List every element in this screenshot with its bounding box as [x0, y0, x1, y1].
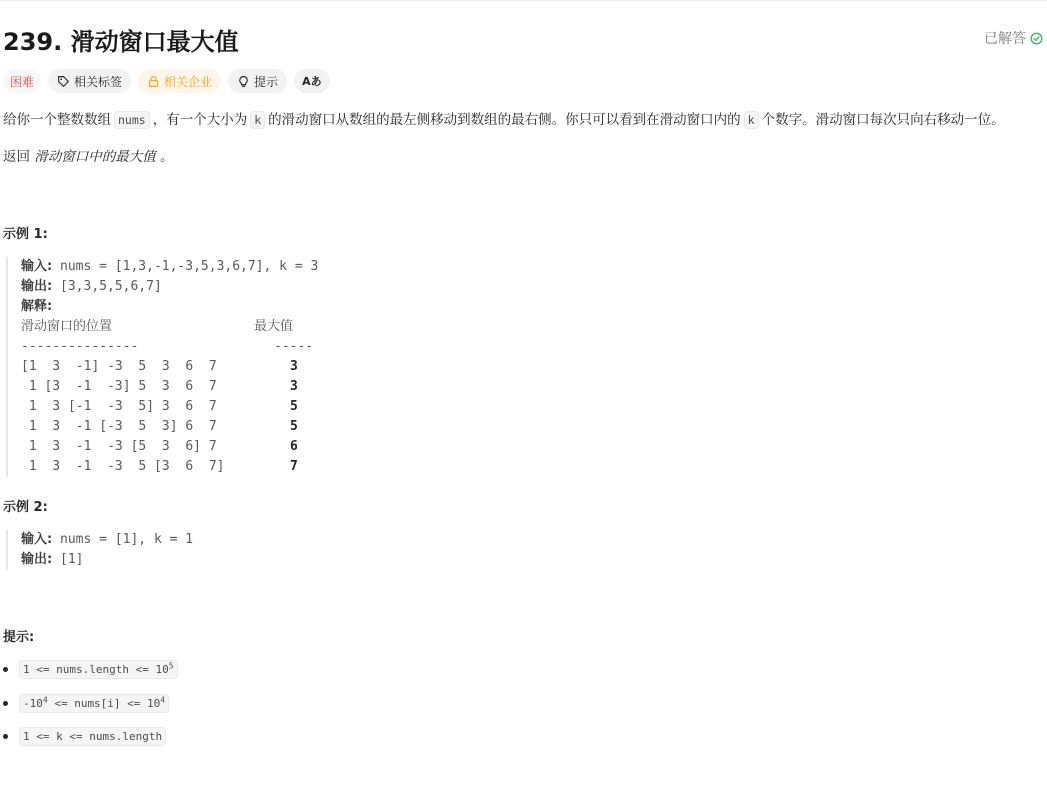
window-dashes: --------------- — [21, 339, 139, 354]
output-label: 输出: — [21, 279, 53, 294]
desc-text: 。 — [160, 149, 174, 165]
exponent: 4 — [42, 695, 48, 705]
window-row: [1 3 -1] -3 5 3 6 7 — [21, 359, 217, 374]
difficulty-badge[interactable] — [3, 69, 41, 93]
max-dashes: ----- — [274, 339, 314, 354]
example-1-heading: 示例 1: — [3, 227, 48, 242]
constraint-text: 1 <= nums.length <= 10 — [23, 663, 169, 676]
desc-text: 个数字。滑动窗口每次只向右移动一位。 — [761, 112, 1005, 128]
exponent: 5 — [168, 661, 174, 671]
desc-text: 的滑动窗口从数组的最左侧移动到数组的最右侧。你只可以看到在滑动窗口内的 — [268, 112, 741, 128]
top-divider — [0, 0, 1047, 1]
window-row: 1 3 -1 [-3 5 3] 6 7 — [21, 419, 217, 434]
max-column-header: 最大值 — [254, 319, 294, 334]
companies-button[interactable] — [138, 69, 221, 93]
explain-label: 解释: — [21, 299, 53, 314]
description-paragraph-1 — [3, 110, 1005, 130]
max-value: 3 — [290, 379, 298, 394]
description-paragraph-2 — [3, 147, 174, 167]
max-value: 7 — [290, 459, 298, 474]
list-item — [3, 727, 166, 746]
related-topics-label: 相关标签 — [74, 74, 123, 89]
input-value: nums = [1,3,-1,-3,5,3,6,7], k = 3 — [52, 259, 319, 274]
constraints-heading: 提示: — [3, 630, 35, 645]
max-value: 5 — [290, 419, 298, 434]
max-value: 6 — [290, 439, 298, 454]
translate-icon: Aあ — [302, 75, 322, 88]
list-item — [3, 694, 169, 713]
lightbulb-icon — [237, 75, 250, 88]
difficulty-label: 困难 — [10, 74, 35, 89]
translate-button[interactable] — [294, 69, 330, 93]
inline-code-nums: nums — [114, 111, 150, 129]
input-value: nums = [1], k = 1 — [52, 532, 194, 547]
check-circle-icon — [1030, 32, 1043, 45]
bullet-dot — [3, 701, 8, 706]
hint-button[interactable] — [228, 69, 287, 93]
output-value: [3,3,5,5,6,7] — [52, 279, 162, 294]
inline-code-k: k — [744, 111, 759, 129]
input-label: 输入: — [21, 259, 53, 274]
desc-text: 给你一个整数数组 — [3, 112, 111, 128]
tag-bar — [3, 69, 330, 93]
lock-icon — [147, 75, 160, 88]
window-row: 1 3 -1 -3 5 [3 6 7] — [21, 459, 225, 474]
max-value: 5 — [290, 399, 298, 414]
desc-text: ，有一个大小为 — [152, 112, 248, 128]
related-topics-button[interactable] — [48, 69, 131, 93]
window-row: 1 [3 -1 -3] 5 3 6 7 — [21, 379, 217, 394]
list-item — [3, 660, 178, 679]
exponent: 4 — [160, 695, 166, 705]
input-label: 输入: — [21, 532, 53, 547]
desc-text: 返回 — [3, 149, 30, 165]
constraint-code — [19, 694, 169, 713]
output-label: 输出: — [21, 552, 53, 567]
emphasis-text: 滑动窗口中的最大值 — [34, 149, 156, 165]
example-2-heading: 示例 2: — [3, 500, 48, 515]
hint-label: 提示 — [254, 74, 279, 89]
inline-code-k: k — [250, 111, 265, 129]
example-1-block — [6, 257, 318, 477]
tag-icon — [57, 75, 70, 88]
window-column-header: 滑动窗口的位置 — [21, 319, 113, 334]
window-row: 1 3 [-1 -3 5] 3 6 7 — [21, 399, 217, 414]
bullet-dot — [3, 734, 8, 739]
problem-title: 239. 滑动窗口最大值 — [3, 28, 239, 56]
max-value: 3 — [290, 359, 298, 374]
bullet-dot — [3, 667, 8, 672]
constraint-text: -10 — [23, 697, 43, 710]
constraint-text: <= nums[i] <= 10 — [47, 697, 161, 710]
window-row: 1 3 -1 -3 [5 3 6] 7 — [21, 439, 217, 454]
solved-status — [984, 28, 1043, 48]
constraint-code: 1 <= k <= nums.length — [19, 727, 166, 746]
constraint-code — [19, 660, 178, 679]
example-2-block — [6, 530, 193, 570]
companies-label: 相关企业 — [164, 74, 213, 89]
solved-label: 已解答 — [984, 31, 1026, 47]
output-value: [1] — [52, 552, 84, 567]
